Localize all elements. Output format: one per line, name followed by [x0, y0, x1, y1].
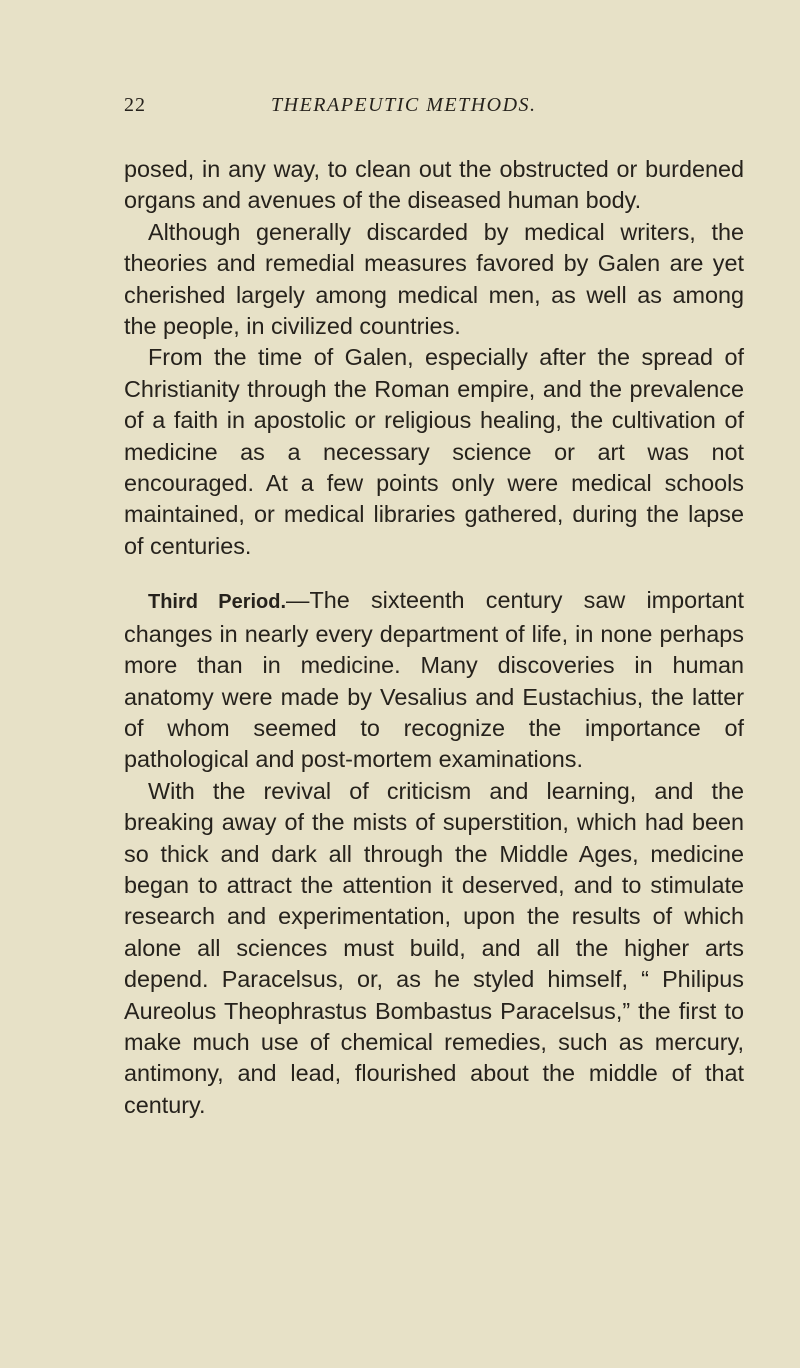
section-label: Third Period.: [148, 591, 287, 614]
page-header: [124, 90, 744, 130]
running-title: THERAPEUTIC METHODS.: [271, 94, 537, 116]
body-text: [124, 154, 744, 1121]
paragraph-revival: With the revival of criticism and learning, and the breaking away of the mists of superstition, which had been so thick and dark all through the Middle Ages, medicine began to attract the attention it deserved, and to stimulate research and experimentation, upon the results of which alone all sciences must build, and all the higher arts depend. Paracelsus, or, as he styled himself, “ Philipus Aureolus Theophrastus Bombastus Paracelsus,” the first to make much use of chemical remedies, such as mercury, antimony, and lead, flourished about the middle of that century.: [124, 777, 744, 1118]
paragraph-third-period-text: —The sixteenth century saw important changes in nearly every department of life, in none perhaps more than in medicine. Many discoveries in human anatomy were made by Vesalius and Eustachius, the latter of whom seemed to recognize the importance of pathological and post-mortem examinations.: [124, 587, 744, 773]
paragraph-continued: posed, in any way, to clean out the obstructed or burdened organs and avenues of the diseased human body.: [124, 156, 744, 214]
page-number: 22: [124, 94, 146, 116]
paragraph-third-period: [124, 585, 744, 775]
paragraph-christianity: From the time of Galen, especially after the spread of Christianity through the Roman empire, and the prevalence of a faith in apostolic or religious healing, the cultivation of medicine as a necessary science or art was not encouraged. At a few points only were medical schools maintained, or medical libraries gathered, during the lapse of centuries.: [124, 344, 744, 559]
paragraph-galen-theories: Although generally discarded by medical writers, the theories and remedial measures favored by Galen are yet cherished largely among medical men, as well as among the people, in civilized countries.: [124, 218, 744, 340]
